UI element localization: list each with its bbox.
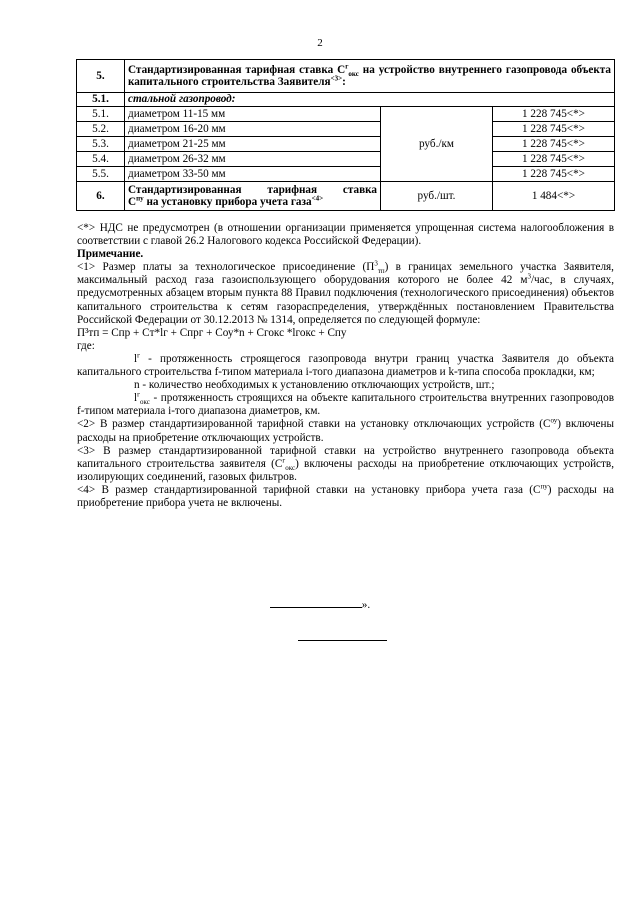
row-5-title: Стандартизированная тарифная ставка $C^г_{окс}$ на устройство внутреннего газопровода объекта капитального строительства Заявителя$^{<3>}$: [125, 60, 615, 93]
row-value: 1 228 745<*> [493, 167, 615, 182]
row-value: 1 484<*> [493, 182, 615, 211]
unit-cell: руб./шт. [381, 182, 493, 211]
row-value: 1 228 745<*> [493, 107, 615, 122]
row-value: 1 228 745<*> [493, 152, 615, 167]
unit-cell: руб./км [381, 107, 493, 182]
note-4: <4> В размер стандартизированной тарифной ставки на установку прибора учета газа $(C^{пу})$ расходы на приобретение прибора учета не включены. [77, 482, 615, 509]
row-number: 5.2. [77, 122, 125, 137]
page-number: 2 [317, 37, 323, 49]
definition-n: n - количество необходимых к установлению отключающих устройств, шт.; [134, 379, 495, 392]
notes-section [77, 222, 614, 510]
row-number: 5.1. [77, 93, 125, 107]
row-number: 5.4. [77, 152, 125, 167]
closing-quote: ». [361, 599, 371, 611]
row-label: диаметром 16-20 мм [125, 122, 381, 137]
row-label: диаметром 21-25 мм [125, 137, 381, 152]
definition-lg: $l^г$ - протяженность строящегося газопровода внутри границ участка Заявителя до объекта капитального строительства f-типом материала i-того диапазона диаметров и k-типа способа прокладки, км; [77, 351, 614, 379]
row-value: 1 228 745<*> [493, 137, 615, 152]
row-number: 5. [77, 60, 125, 93]
table-row-5-1 [77, 93, 615, 107]
table-row [77, 152, 615, 167]
separator-line [298, 640, 387, 641]
row-number: 5.1. [77, 107, 125, 122]
table-row [77, 107, 615, 122]
row-value: 1 228 745<*> [493, 122, 615, 137]
table-row-6 [77, 182, 615, 211]
table-row [77, 137, 615, 152]
closing-line [0, 597, 640, 611]
row-number: 5.5. [77, 167, 125, 182]
vat-note: <*> НДС не предусмотрен (в отношении организации применяется упрощенная система налогообложения в соответствии с главой 26.2 Налогового кодекса Российской Федерации). [77, 222, 614, 248]
row-label: диаметром 11-15 мм [125, 107, 381, 122]
row-number: 6. [77, 182, 125, 211]
formula: П³тп = Cпр + Cт*lг + Cпрг + Cоу*n + Cгокс *lгокс + Cпу [77, 326, 347, 339]
table-row [77, 167, 615, 182]
where-label: где: [77, 339, 95, 352]
closing-underline [270, 597, 362, 608]
row-number: 5.3. [77, 137, 125, 152]
definition-lgoks: $l^г_{окс}$ - протяженность строящихся на объекте капитального строительства внутренних газопроводов f-типом материала i-того диапазона диаметров, км. [77, 390, 614, 418]
row-label: диаметром 33-50 мм [125, 167, 381, 182]
table-row-5 [77, 60, 615, 93]
note-3: <3> В размер стандартизированной тарифной ставки на устройство внутреннего газопровода объекта капитального строительства заявителя $(C^г_{окс})$ включены расходы на приобретение отключающих устройств, изолирующих соединений, газовых фильтров. [77, 444, 614, 483]
row-6-title: Стандартизированная тарифная ставка $C^{пу}$ на установку прибора учета газа$^{<4>}$ [125, 182, 381, 211]
notes-heading: Примечание. [77, 248, 144, 261]
row-5-1-title: стальной газопровод: [125, 93, 615, 107]
note-1: <1> Размер платы за технологическое присоединение $(П^3_{тп})$ в границах земельного участка Заявителя, максимальный расход газа газоиспользующего оборудования которого не более 42 $м^3$/час, в случаях, предусмотренных абзацем вторым пункта 88 Правил подключения (технологического присоединения) объектов капитального строительства к сетям газораспределения, утверждённых постановлением Правительства Российской Федерации от 30.12.2013 № 1314, определяется по следующей формуле: [77, 259, 614, 326]
table-row [77, 122, 615, 137]
row-label: диаметром 26-32 мм [125, 152, 381, 167]
tariff-table [76, 59, 615, 211]
note-2: <2> В размер стандартизированной тарифной ставки на установку отключающих устройств $(C^{оу})$ включены расходы на приобретение отключающих устройств. [77, 416, 614, 444]
